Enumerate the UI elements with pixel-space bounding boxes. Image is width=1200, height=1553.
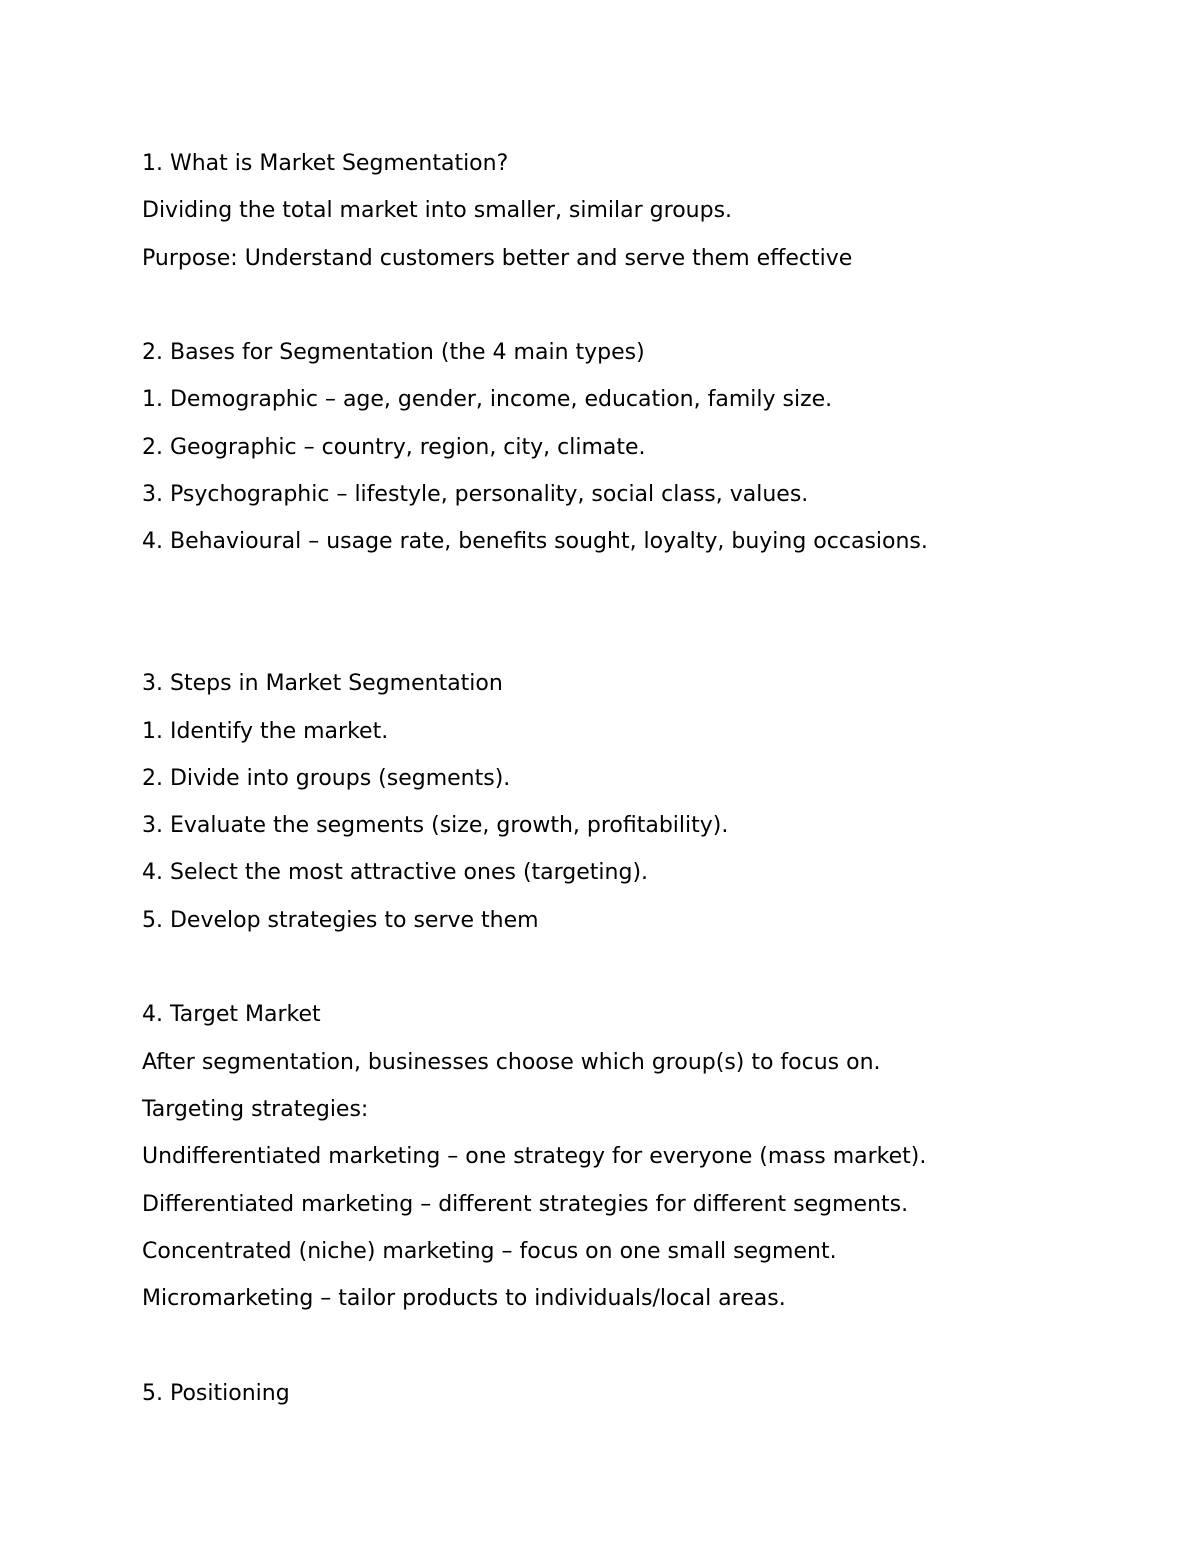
paragraph-spacer: [142, 282, 1142, 329]
section-2-heading: 2. Bases for Segmentation (the 4 main types): [142, 340, 645, 366]
section-4-line: Undifferentiated marketing – one strategy for everyone (mass market).: [142, 1144, 927, 1170]
section-1-line: Purpose: Understand customers better and serve them effective: [142, 245, 853, 271]
section-3-line: 4. Select the most attractive ones (targeting).: [142, 860, 649, 886]
section-2-line: 4. Behavioural – usage rate, benefits sought, loyalty, buying occasions.: [142, 529, 928, 555]
section-4-line: Targeting strategies:: [142, 1096, 369, 1122]
section-4-heading: 4. Target Market: [142, 1002, 321, 1028]
paragraph-spacer: [142, 566, 1142, 661]
section-3-heading: 3. Steps in Market Segmentation: [142, 671, 503, 697]
section-4-line: Concentrated (niche) marketing – focus on one small segment.: [142, 1238, 837, 1264]
section-3-line: 2. Divide into groups (segments).: [142, 765, 511, 791]
section-2-line: 1. Demographic – age, gender, income, education, family size.: [142, 387, 833, 413]
section-4-line: After segmentation, businesses choose which group(s) to focus on.: [142, 1049, 881, 1075]
section-3-line: 1. Identify the market.: [142, 718, 389, 744]
section-5-heading: 5. Positioning: [142, 1380, 290, 1406]
section-1-heading: 1. What is Market Segmentation?: [142, 151, 509, 176]
section-2-line: 3. Psychographic – lifestyle, personality, social class, values.: [142, 482, 809, 508]
section-1-line: Dividing the total market into smaller, similar groups.: [142, 198, 733, 224]
section-4-line: Differentiated marketing – different strategies for different segments.: [142, 1191, 909, 1217]
section-2-line: 2. Geographic – country, region, city, climate.: [142, 434, 646, 460]
section-4-line: Micromarketing – tailor products to individuals/local areas.: [142, 1286, 786, 1312]
paragraph-spacer: [142, 1322, 1142, 1369]
section-3-line: 5. Develop strategies to serve them: [142, 907, 539, 933]
paragraph-spacer: [142, 944, 1142, 991]
document-page: [142, 140, 1142, 1417]
section-3-line: 3. Evaluate the segments (size, growth, profitability).: [142, 813, 729, 839]
